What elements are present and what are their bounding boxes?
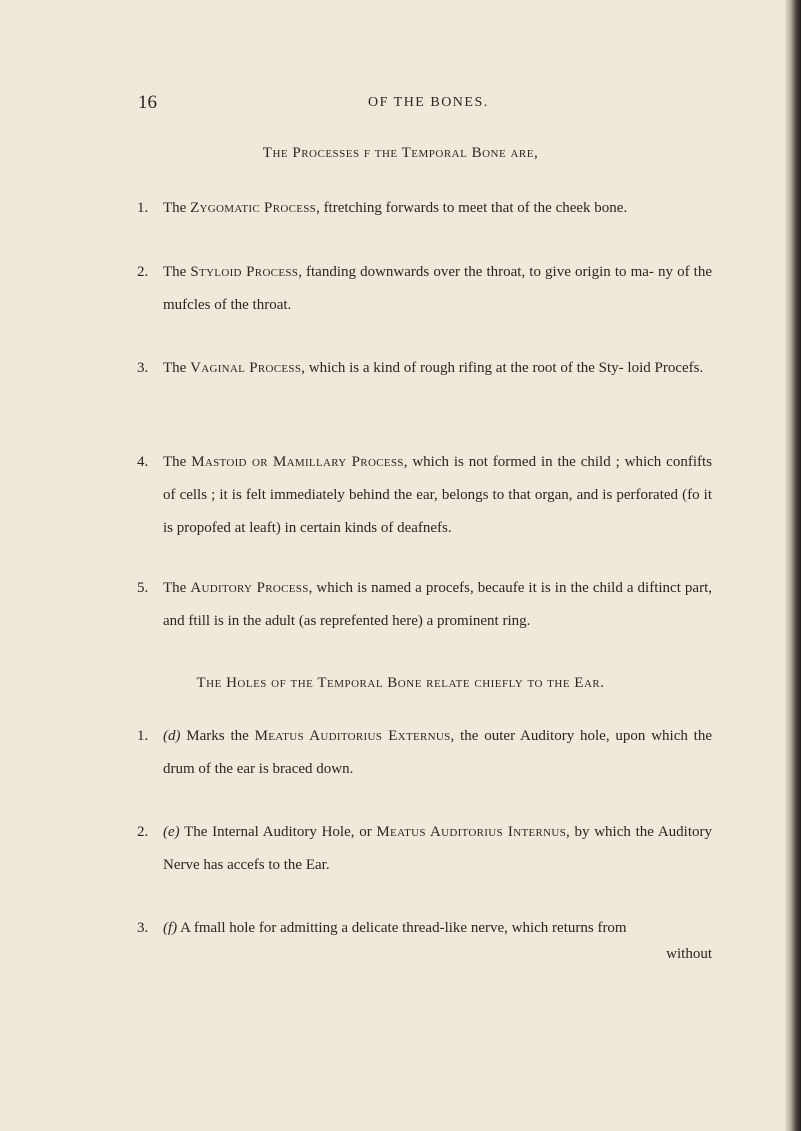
term-auditory: Auditory Process — [190, 580, 309, 596]
catchword: without — [666, 946, 712, 962]
process-item-1: 1. The Zygomatic Process, ftretching forwards to meet that of the cheek bone. — [137, 192, 712, 225]
hole-item-2: 2. (e) The Internal Auditory Hole, or Meatus Auditorius Internus, by which the Auditory Nerve has accefs to the Ear. — [137, 816, 712, 882]
item-number: 1. — [137, 728, 149, 744]
term-mastoid: Mastoid or Mamillary Process — [191, 454, 404, 470]
item-number: 3. — [137, 920, 149, 936]
process-item-5: 5. The Auditory Process, which is named a procefs, becaufe it is in the child a diftinct part, and ftill is in the adult (as reprefented here) a prominent ring. — [137, 572, 712, 638]
process-item-4: 4. The Mastoid or Mamillary Process, which is not formed in the child ; which confifts of cells ; it is felt immediately behind the ear, belongs to that organ, and is perforated (fo it is propofed at leaft) in certain kinds of deafnefs. — [137, 446, 712, 545]
process-item-3: 3. The Vaginal Process, which is a kind of rough rifing at the root of the Sty- loid Procefs. — [137, 352, 712, 385]
item-number: 5. — [137, 580, 149, 596]
item-number: 2. — [137, 824, 149, 840]
term-meatus-internus: Meatus Auditorius Internus — [376, 824, 567, 840]
item-number: 1. — [137, 200, 149, 216]
figure-reference: (e) — [163, 824, 180, 840]
process-item-2: 2. The Styloid Process, ftanding downwards over the throat, to give origin to ma- ny of the mufcles of the throat. — [137, 256, 712, 322]
item-number: 4. — [137, 454, 149, 470]
term-meatus-externus: Meatus Auditorius Externus — [254, 728, 451, 744]
figure-reference: (d) — [163, 728, 181, 744]
term-styloid: Styloid Process — [190, 264, 299, 280]
running-title: OF THE BONES. — [368, 95, 489, 110]
item-number: 2. — [137, 264, 149, 280]
hole-item-1: 1. (d) Marks the Meatus Auditorius Externus, the outer Auditory hole, upon which the drum of the ear is braced down. — [137, 720, 712, 786]
page-number: 16 — [138, 92, 157, 113]
page-edge-shadow — [785, 0, 801, 1131]
figure-reference: (f) — [163, 920, 178, 936]
term-zygomatic: Zygomatic Process — [190, 200, 317, 216]
term-vaginal: Vaginal Process — [190, 360, 302, 376]
holes-heading: The Holes of the Temporal Bone relate chiefly to the Ear. — [196, 675, 605, 691]
hole-item-3: 3. (f) A fmall hole for admitting a delicate thread-like nerve, which returns from — [137, 912, 712, 945]
processes-heading: The Processes f the Temporal Bone are, — [262, 145, 539, 161]
item-number: 3. — [137, 360, 149, 376]
